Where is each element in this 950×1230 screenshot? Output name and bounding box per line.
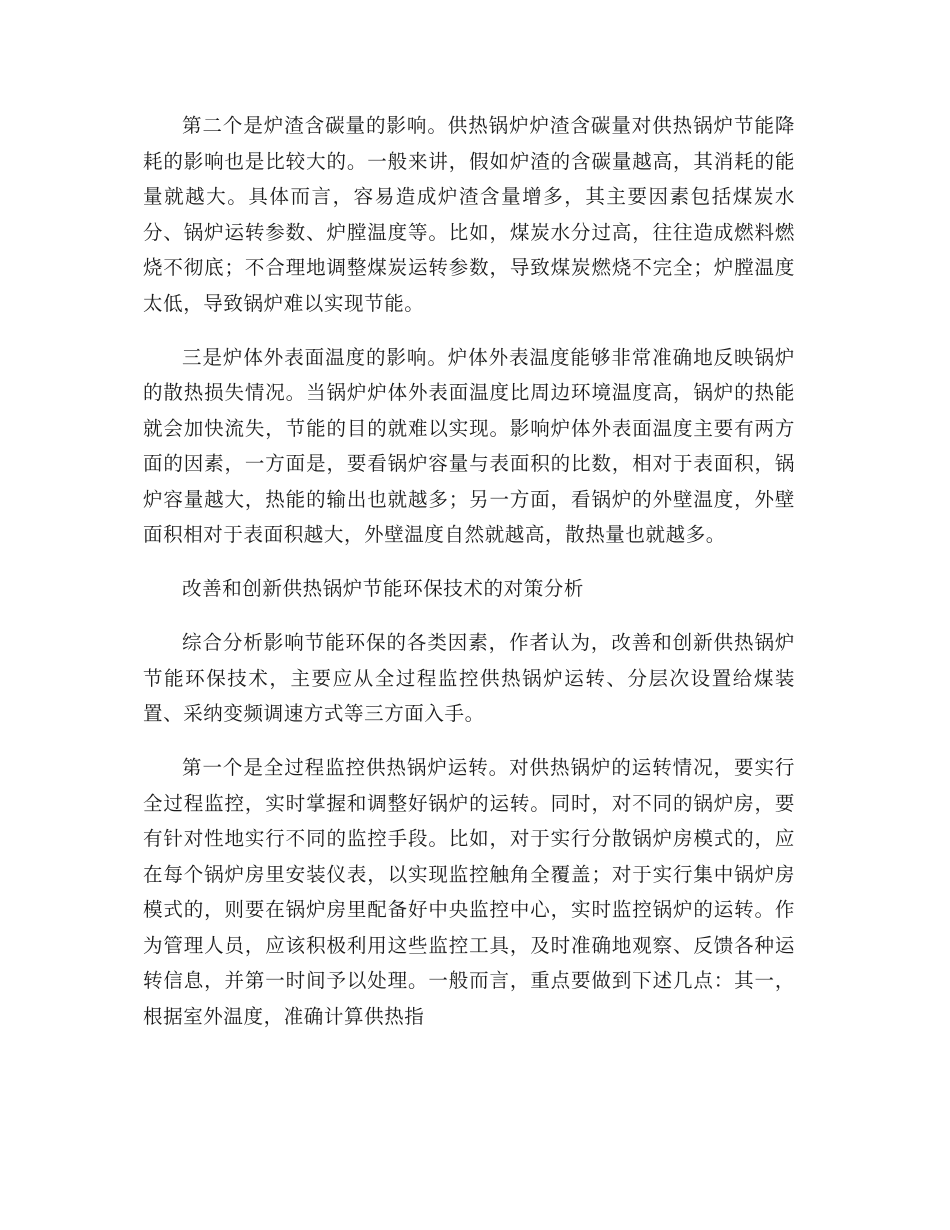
section-heading: 改善和创新供热锅炉节能环保技术的对策分析: [182, 577, 585, 600]
paragraph-slag-carbon: 第二个是炉渣含碳量的影响。供热锅炉炉渣含碳量对供热锅炉节能降耗的影响也是比较大的。一般来讲，假如炉渣的含碳量越高，其消耗的能量就越大。具体而言，容易造成炉渣含量增多，其主要因素包括煤炭水分、锅炉运转参数、炉膛温度等。比如，煤炭水分过高，往往造成燃料燃烧不彻底；不合理地调整煤炭运转参数，导致煤炭燃烧不完全；炉膛温度太低，导致锅炉难以实现节能。: [143, 114, 795, 315]
document-page: [143, 108, 795, 1034]
paragraph-summary: 综合分析影响节能环保的各类因素，作者认为，改善和创新供热锅炉节能环保技术，主要应从全过程监控供热锅炉运转、分层次设置给煤装置、采纳变频调速方式等三方面入手。: [143, 631, 795, 725]
paragraph-monitoring: 第一个是全过程监控供热锅炉运转。对供热锅炉的运转情况，要实行全过程监控，实时掌握和调整好锅炉的运转。同时，对不同的锅炉房，要有针对性地实行不同的监控手段。比如，对于实行分散锅炉房模式的，应在每个锅炉房里安装仪表，以实现监控触角全覆盖；对于实行集中锅炉房模式的，则要在锅炉房里配备好中央监控中心，实时监控锅炉的运转。作为管理人员，应该积极利用这些监控工具，及时准确地观察、反馈各种运转信息，并第一时间予以处理。一般而言，重点要做到下述几点：其一，根据室外温度，准确计算供热指: [143, 756, 795, 1028]
paragraph-surface-temperature: 三是炉体外表面温度的影响。炉体外表温度能够非常准确地反映锅炉的散热损失情况。当锅炉炉体外表面温度比周边环境温度高，锅炉的热能就会加快流失，节能的目的就难以实现。影响炉体外表面温度主要有两方面的因素，一方面是，要看锅炉容量与表面积的比数，相对于表面积，锅炉容量越大，热能的输出也就越多；另一方面，看锅炉的外壁温度，外壁面积相对于表面积越大，外壁温度自然就越高，散热量也就越多。: [143, 345, 795, 546]
